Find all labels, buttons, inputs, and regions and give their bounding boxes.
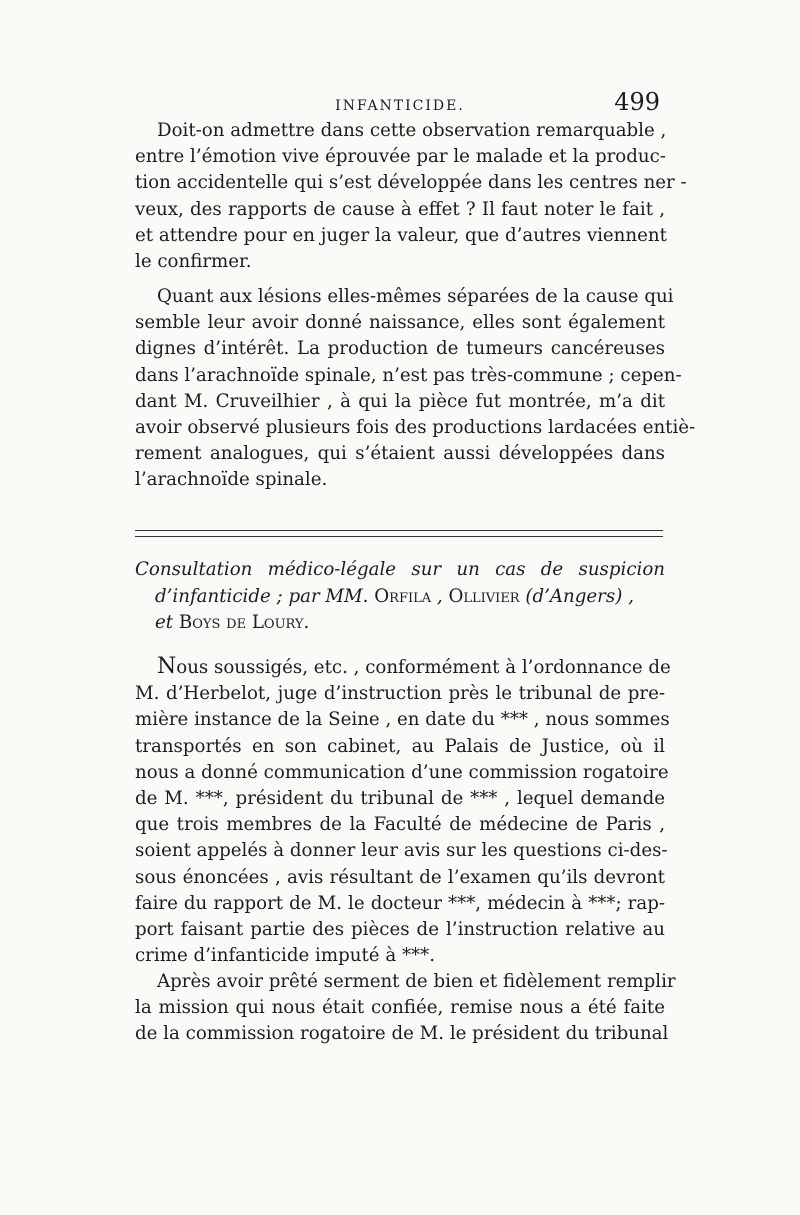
title-line	[135, 610, 665, 637]
text-line: de M. ***, président du tribunal de *** , lequel demande	[135, 788, 665, 810]
paragraph-lesions	[135, 284, 696, 494]
title-text: et	[155, 612, 179, 633]
text-run: ous soussigés, etc. , conformément à l’ordonnance de	[176, 657, 671, 678]
text-line: sous énoncées , avis résultant de l’examen qu’ils devront	[135, 866, 665, 888]
title-text: d’infanticide ; par MM.	[155, 585, 375, 607]
text-line: la mission qui nous était confiée, remise nous a été faite	[135, 997, 665, 1019]
text-line: de la commission rogatoire de M. le président du tribunal	[135, 1023, 669, 1045]
text-line: dignes d’intérêt. La production de tumeurs cancéreuses	[135, 338, 665, 360]
text-line: entre l’émotion vive éprouvée par le malade et la produc-	[135, 146, 666, 168]
text-line: veux, des rapports de cause à effet ? Il faut noter le fait ,	[135, 198, 665, 220]
text-line: rement analogues, qui s’étaient aussi développées dans	[135, 443, 665, 465]
text-line: avoir observé plusieurs fois des productions lardacées entiè-	[135, 417, 696, 439]
running-title: INFANTICIDE.	[335, 98, 465, 114]
page-number: 499	[614, 88, 660, 116]
text-line: crime d’infanticide imputé à ***.	[135, 945, 436, 967]
text-line: tion accidentelle qui s’est développée dans les centres ner -	[135, 172, 687, 194]
text-line: mière instance de la Seine , en date du *** , nous sommes	[135, 709, 670, 731]
text-line: nous a donné communication d’une commission rogatoire	[135, 761, 669, 783]
paragraph-consultation	[135, 654, 671, 969]
text-line: Après avoir prêté serment de bien et fidèlement remplir	[157, 971, 676, 992]
title-separator: ,	[431, 585, 449, 607]
section-title	[135, 557, 665, 637]
section-divider-top	[135, 530, 663, 531]
text-line: dant M. Cruveilhier , à qui la pièce fut montrée, m’a dit	[135, 390, 665, 412]
text-line: semble leur avoir donné naissance, elles sont également	[135, 312, 665, 334]
text-line: que trois membres de la Faculté de médecine de Paris ,	[135, 814, 665, 836]
drop-cap: N	[157, 654, 177, 679]
text-line: Doit-on admettre dans cette observation remarquable ,	[157, 120, 667, 141]
text-line: faire du rapport de M. le docteur ***, médecin à ***; rap-	[135, 892, 665, 914]
title-line: Consultation médico-légale sur un cas de suspicion	[135, 559, 665, 580]
paragraph-observation	[135, 118, 687, 275]
text-line: dans l’arachnoïde spinale, n’est pas très-commune ; cepen-	[135, 364, 682, 386]
title-text: (d’Angers) ,	[519, 585, 634, 607]
author-name: Ollivier	[448, 585, 520, 607]
section-divider-bottom	[135, 536, 663, 537]
text-line	[135, 654, 671, 681]
text-line: transportés en son cabinet, au Palais de Justice, où il	[135, 735, 665, 757]
title-line	[135, 584, 665, 611]
text-line: soient appelés à donner leur avis sur les questions ci-des-	[135, 840, 668, 862]
paragraph-oath	[135, 969, 676, 1048]
author-name: Boys de Loury	[178, 612, 304, 633]
author-name: Orfila	[374, 585, 432, 607]
text-line: port faisant partie des pièces de l’instruction relative au	[135, 919, 665, 941]
title-text: .	[303, 612, 310, 633]
text-line: M. d’Herbelot, juge d’instruction près le tribunal de pre-	[135, 683, 665, 705]
text-line: le confirmer.	[135, 251, 252, 273]
text-line: et attendre pour en juger la valeur, que d’autres viennent	[135, 224, 667, 246]
text-line: l’arachnoïde spinale.	[135, 469, 328, 491]
text-line: Quant aux lésions elles-mêmes séparées de la cause qui	[157, 286, 674, 307]
